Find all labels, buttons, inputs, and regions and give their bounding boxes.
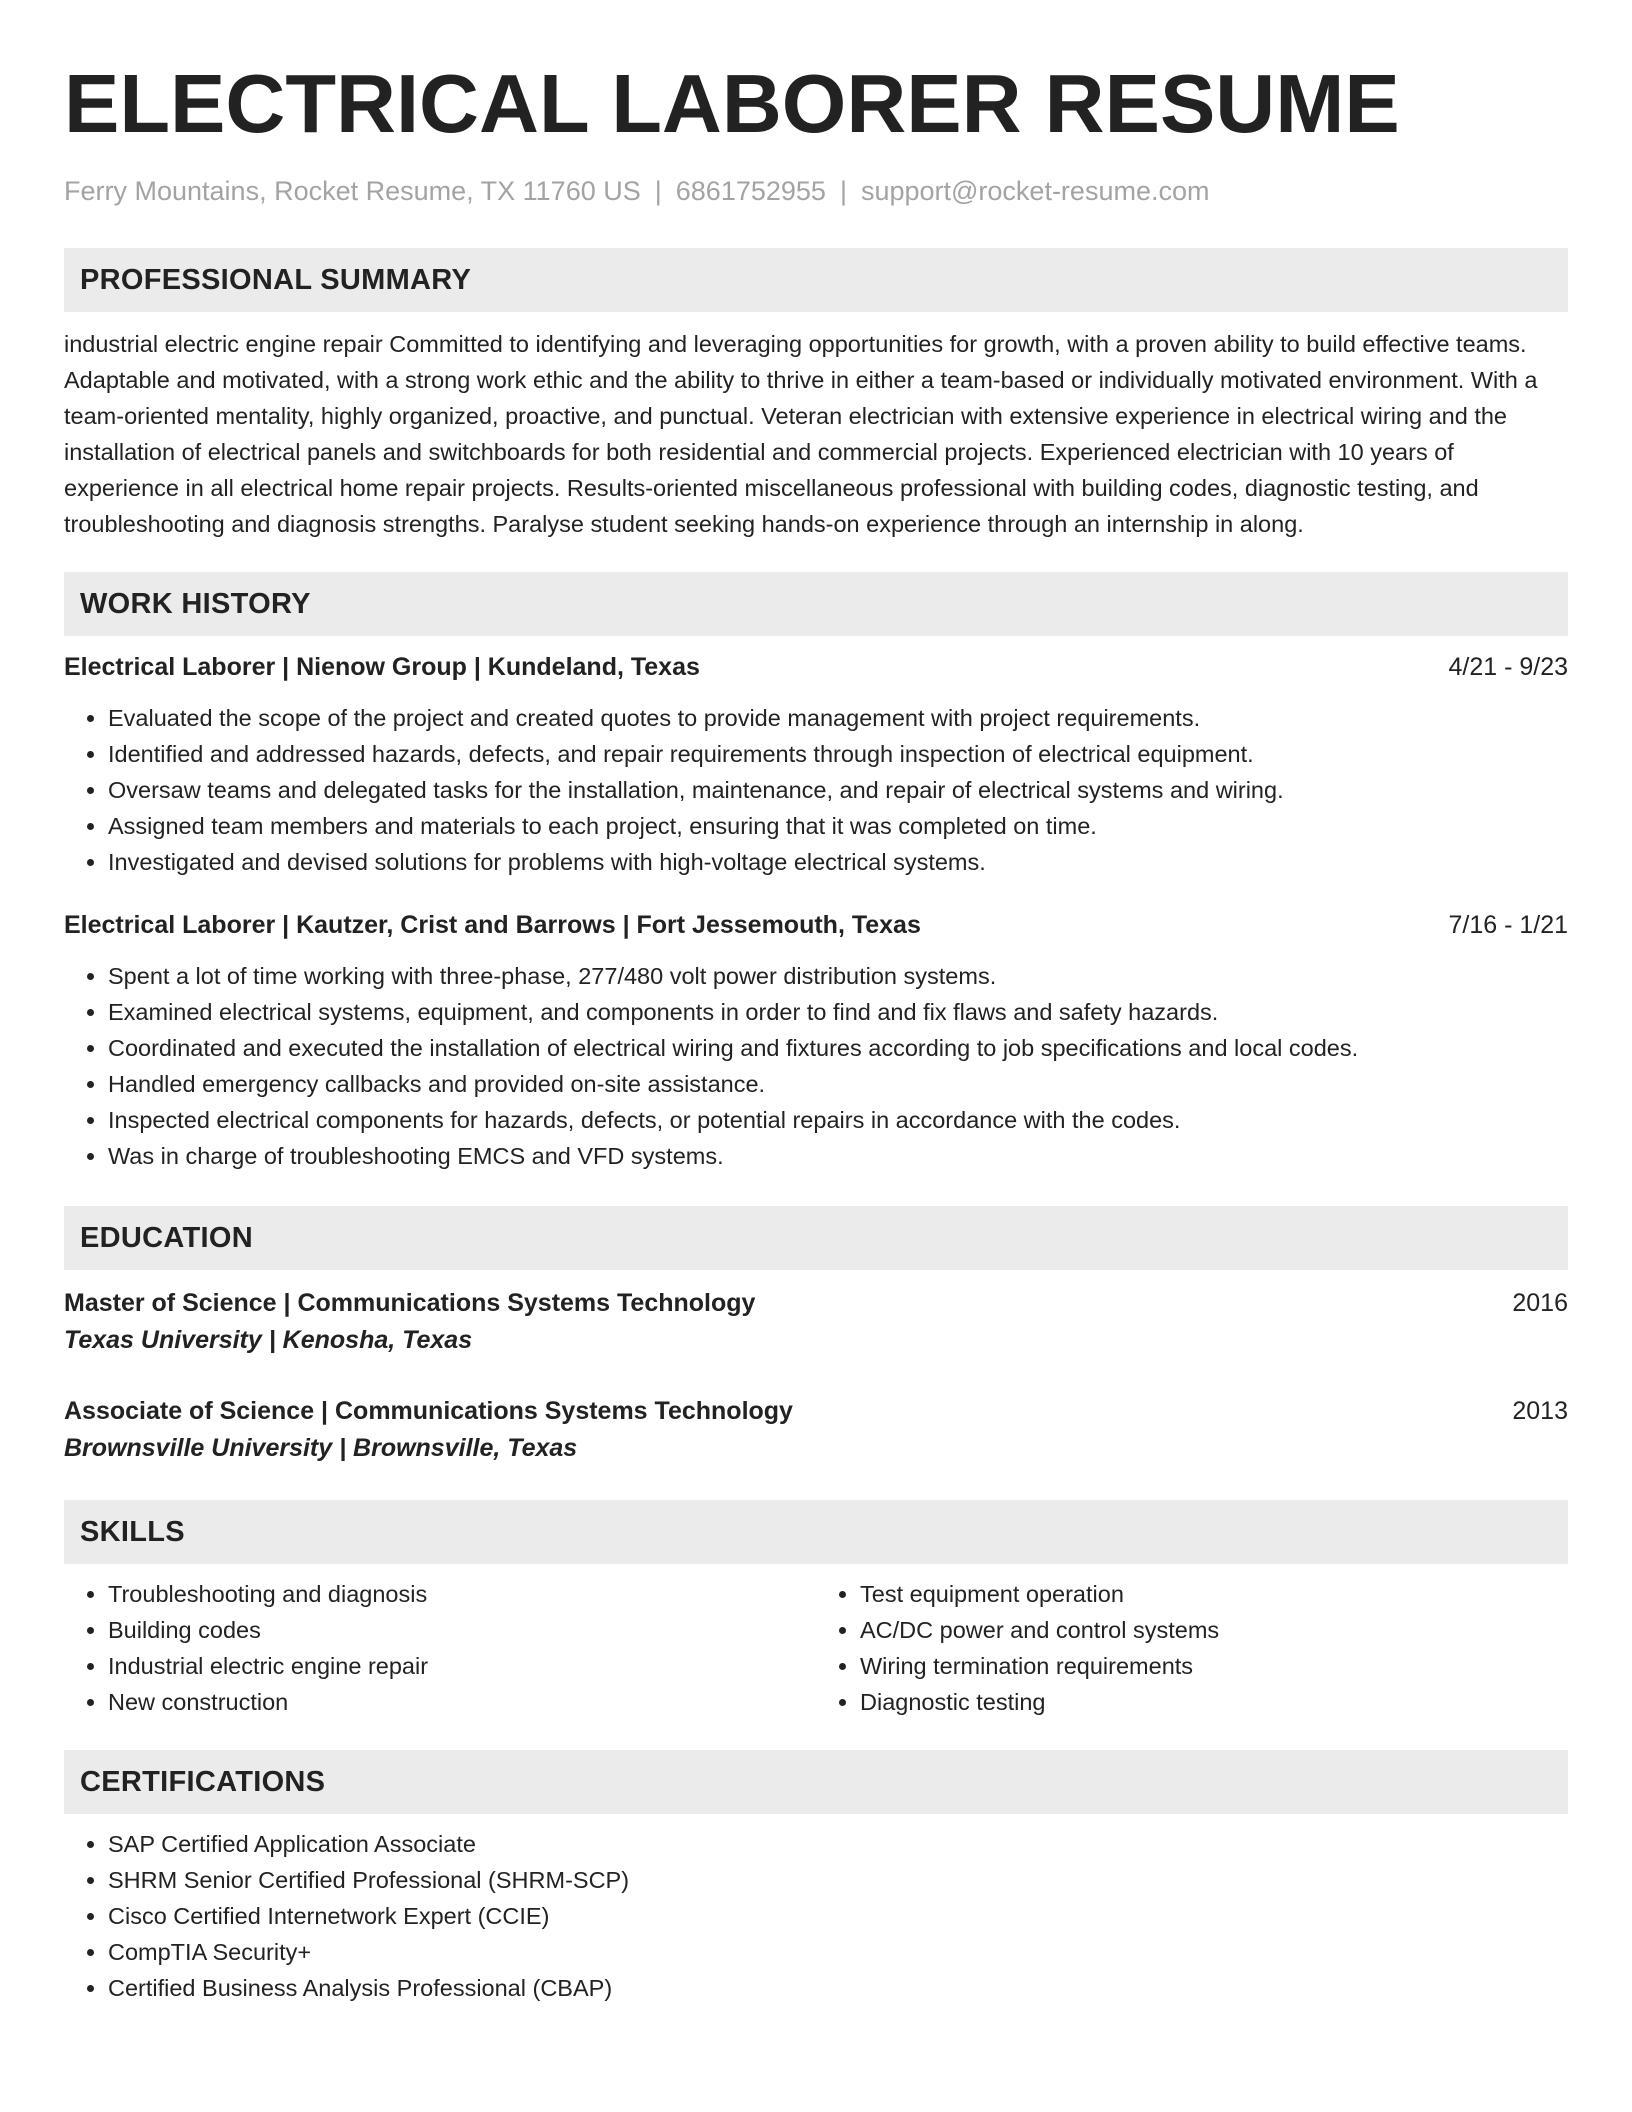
skill-item: • Industrial electric engine repair	[108, 1648, 816, 1684]
job-bullet: • Spent a lot of time working with three-phase, 277/480 volt power distribution systems.	[108, 958, 1568, 994]
job-bullet: • Identified and addressed hazards, defects, and repair requirements through inspection of electrical equipment.	[108, 736, 1568, 772]
education-year: 2013	[1512, 1397, 1568, 1425]
certification-item: • SAP Certified Application Associate	[108, 1826, 1568, 1862]
contact-email: support@rocket-resume.com	[860, 176, 1210, 206]
job-bullet: • Was in charge of troubleshooting EMCS and VFD systems.	[108, 1138, 1568, 1174]
skills-column-right	[816, 1576, 1568, 1720]
job-entry	[64, 908, 1568, 1174]
job-bullet: • Inspected electrical components for hazards, defects, or potential repairs in accordance with the codes.	[108, 1102, 1568, 1138]
contact-address: Ferry Mountains, Rocket Resume, TX 11760 US	[64, 176, 641, 206]
job-bullet: • Evaluated the scope of the project and created quotes to provide management with project requirements.	[108, 700, 1568, 736]
skills-list	[64, 1576, 1568, 1720]
job-title: Electrical Laborer | Nienow Group | Kundeland, Texas	[64, 653, 700, 681]
job-bullet: • Investigated and devised solutions for problems with high-voltage electrical systems.	[108, 844, 1568, 880]
certification-item: • Certified Business Analysis Professional (CBAP)	[108, 1970, 1568, 2006]
contact-separator: |	[654, 176, 662, 206]
skill-item: • Test equipment operation	[860, 1576, 1568, 1612]
certification-item: • CompTIA Security+	[108, 1934, 1568, 1970]
skill-item: • AC/DC power and control systems	[860, 1612, 1568, 1648]
job-bullet: • Examined electrical systems, equipment, and components in order to find and fix flaws and safety hazards.	[108, 994, 1568, 1030]
summary-text: industrial electric engine repair Committed to identifying and leveraging opportunities for growth, with a proven ability to build effective teams. Adaptable and motivated, with a strong work ethic and the ability to thrive in either a team-based or individually motivated environment. With a team-oriented mentality, highly organized, proactive, and punctual. Veteran electrician with extensive experience in electrical wiring and the installation of electrical panels and switchboards for both residential and commercial projects. Experienced electrician with 10 years of experience in all electrical home repair projects. Results-oriented miscellaneous professional with building codes, diagnostic testing, and troubleshooting and diagnosis strengths. Paralyse student seeking hands-on experience through an internship in along.	[64, 331, 1538, 537]
section-heading-education: EDUCATION	[64, 1206, 1568, 1270]
skill-item: • Diagnostic testing	[860, 1684, 1568, 1720]
job-dates: 7/16 - 1/21	[1448, 911, 1568, 939]
section-heading-certifications: CERTIFICATIONS	[64, 1750, 1568, 1814]
education-school: Texas University | Kenosha, Texas	[64, 1326, 473, 1354]
education-entry	[64, 1286, 1568, 1358]
certification-item: • SHRM Senior Certified Professional (SHRM-SCP)	[108, 1862, 1568, 1898]
education-year: 2016	[1512, 1289, 1568, 1317]
skill-item: • Building codes	[108, 1612, 816, 1648]
job-bullets	[64, 958, 1568, 1174]
job-bullet: • Handled emergency callbacks and provided on-site assistance.	[108, 1066, 1568, 1102]
job-bullets	[64, 700, 1568, 880]
resume-title: ELECTRICAL LABORER RESUME	[64, 57, 1400, 150]
job-header	[64, 650, 1568, 684]
job-dates: 4/21 - 9/23	[1448, 653, 1568, 681]
section-heading-skills: SKILLS	[64, 1500, 1568, 1564]
contact-line	[64, 174, 1568, 208]
skill-item: • New construction	[108, 1684, 816, 1720]
job-entry	[64, 650, 1568, 880]
contact-phone: 6861752955	[675, 176, 826, 206]
education-school: Brownsville University | Brownsville, Texas	[64, 1434, 578, 1462]
job-bullet: • Oversaw teams and delegated tasks for the installation, maintenance, and repair of electrical systems and wiring.	[108, 772, 1568, 808]
education-entry	[64, 1394, 1568, 1466]
education-header	[64, 1286, 1568, 1320]
certifications-list	[64, 1826, 1568, 2006]
skill-item: • Wiring termination requirements	[860, 1648, 1568, 1684]
job-title: Electrical Laborer | Kautzer, Crist and Barrows | Fort Jessemouth, Texas	[64, 911, 921, 939]
skills-column-left	[64, 1576, 816, 1720]
education-header	[64, 1394, 1568, 1428]
section-heading-summary: PROFESSIONAL SUMMARY	[64, 248, 1568, 312]
section-heading-work-history: WORK HISTORY	[64, 572, 1568, 636]
certification-item: • Cisco Certified Internetwork Expert (CCIE)	[108, 1898, 1568, 1934]
job-bullet: • Coordinated and executed the installation of electrical wiring and fixtures according to job specifications and local codes.	[108, 1030, 1568, 1066]
job-bullet: • Assigned team members and materials to each project, ensuring that it was completed on time.	[108, 808, 1568, 844]
contact-separator: |	[839, 176, 847, 206]
education-degree: Associate of Science | Communications Systems Technology	[64, 1397, 793, 1425]
education-degree: Master of Science | Communications Systems Technology	[64, 1289, 756, 1317]
skill-item: • Troubleshooting and diagnosis	[108, 1576, 816, 1612]
job-header	[64, 908, 1568, 942]
